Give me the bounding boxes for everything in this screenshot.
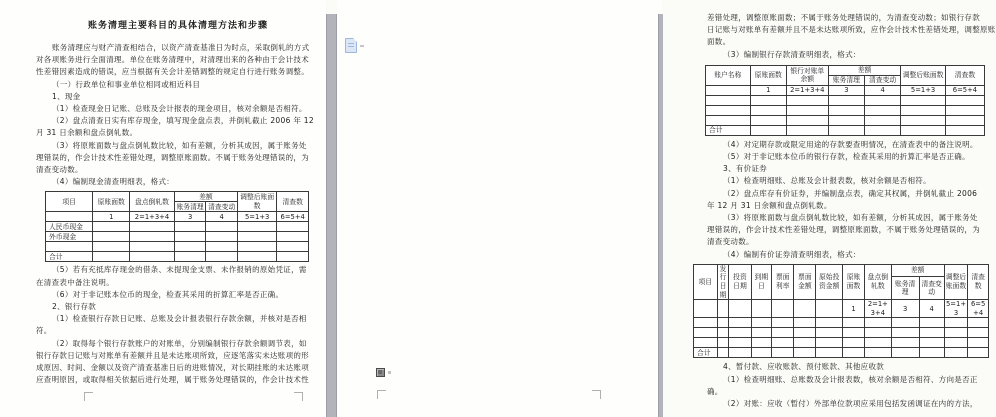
- table-cell: [729, 328, 751, 338]
- table-cell: [706, 95, 751, 105]
- table-header-cell: 差额: [828, 65, 901, 75]
- text-line: 面数。: [707, 37, 731, 47]
- table-cell: 合计: [706, 125, 751, 135]
- table-cell: [968, 348, 989, 358]
- table-cell: 6=5+4: [968, 300, 989, 318]
- table-header-cell: 调整后账面数: [901, 65, 946, 85]
- securities-clearing-table: [693, 264, 989, 359]
- text-line: 成原因、时间、金额以及资产清查基准日后的进账情况，对长期挂账的未达账项: [36, 363, 309, 373]
- table-cell: [174, 252, 206, 262]
- table-header-cell: 原账面数: [750, 65, 786, 85]
- table-cell: [865, 95, 901, 105]
- text-line: （1）检查现金日记账、总账及会计报表的现金项目，核对余额是否相符。: [52, 104, 307, 114]
- paragraph-block: [36, 42, 320, 188]
- table-cell: [130, 252, 175, 262]
- table-cell: [93, 252, 130, 262]
- cash-clearing-table: [45, 191, 309, 262]
- text-line: 2、银行存款: [52, 302, 97, 312]
- table-cell: [772, 328, 794, 338]
- table-cell: [891, 318, 919, 328]
- table-cell: [828, 105, 864, 115]
- text-line: （4）编制现金清查明细表，格式：: [52, 177, 175, 187]
- table-cell: [891, 348, 919, 358]
- table-cell: [865, 338, 892, 348]
- text-line: 理错误的，作会计技术性差错处理，调整原账面数，不属于账务处理错误的，为: [707, 225, 980, 235]
- table-cell: [794, 300, 816, 318]
- table-cell: [237, 232, 276, 242]
- table-cell: [944, 328, 968, 338]
- document-page-right: [337, 0, 996, 417]
- table-cell: [816, 318, 843, 328]
- table-cell: [842, 338, 864, 348]
- table-row: [706, 115, 985, 125]
- table-cell: [93, 222, 130, 232]
- table-cell: [751, 348, 772, 358]
- table-header-cell: 账务清理: [174, 202, 206, 212]
- cash-clearing-table: [45, 191, 309, 262]
- text-line: 对各项账务进行全面清理。单位在账务清理中，对清理出来的各种由于会计技术: [36, 55, 309, 65]
- table-cell: [237, 242, 276, 252]
- table-cell: [865, 328, 892, 338]
- table-row: [706, 105, 985, 115]
- table-header-cell: 清查数: [968, 264, 989, 299]
- table-cell: [816, 328, 843, 338]
- text-line: 年 12 月 31 日余额和盘点倒轧数。: [707, 200, 832, 210]
- table-header-cell: 项目: [694, 264, 718, 299]
- table-header-cell: 项目: [46, 192, 93, 212]
- text-line: （一）行政单位和事业单位相同或相近科目: [52, 79, 201, 89]
- table-row: [46, 232, 309, 242]
- table-cell: [277, 232, 309, 242]
- table-cell: 4: [919, 300, 944, 318]
- table-cell: [772, 348, 794, 358]
- table-cell: [277, 252, 309, 262]
- text-line: 月 31 日余额和盘点倒轧数。: [36, 128, 138, 138]
- table-header-cell: 原账面数: [842, 264, 864, 299]
- table-header-row: [706, 65, 985, 75]
- table-cell: [717, 300, 729, 318]
- text-line: 符。: [36, 326, 52, 336]
- table-cell: [816, 348, 843, 358]
- table-cell: 2=1+3+4: [130, 212, 175, 222]
- table-cell: [694, 300, 718, 318]
- table-cell: [794, 328, 816, 338]
- paragraph-block: [707, 361, 987, 410]
- blue-document-icon[interactable]: [345, 38, 357, 53]
- table-header-cell: 调整后账面数: [237, 192, 276, 212]
- text-line: （3）编制银行存款清查明细表，格式：: [723, 49, 861, 59]
- text-line: （2）盘点库存有价证券，并编制盘点表，确定其权属，并倒轧截止 2006: [723, 188, 978, 198]
- table-cell: [206, 252, 238, 262]
- text-line: （1）检查明细账、总账数及会计报表数，核对余额是否相符、方向是否正: [723, 374, 978, 384]
- table-cell: [865, 105, 901, 115]
- table-cell: 2=1+3+4: [786, 85, 828, 95]
- table-cell: [174, 242, 206, 252]
- table-cell: [206, 242, 238, 252]
- table-cell: [919, 328, 944, 338]
- table-cell: [794, 348, 816, 358]
- left-page-text-area: [36, 20, 320, 386]
- margin-crop-mark: [294, 392, 303, 401]
- table-row: [46, 252, 309, 262]
- text-line: （5）对于非记账本位币的银行存款，检查其采用的折算汇率是否正确。: [723, 152, 970, 162]
- table-cell: [772, 300, 794, 318]
- table-row: [694, 328, 989, 338]
- table-cell: [277, 242, 309, 252]
- table-cell: [717, 328, 729, 338]
- table-cell: [945, 95, 984, 105]
- table-header-cell: 调整后账面数: [944, 264, 968, 299]
- table-cell: [706, 115, 751, 125]
- table-row: [694, 338, 989, 348]
- table-header-row: [46, 192, 309, 202]
- text-line: 4、暂付款、应收账款、预付账款、其他应收款: [723, 362, 885, 372]
- table-cell: 5=1+3: [237, 212, 276, 222]
- table-cell: 5=1+3: [945, 300, 967, 317]
- table-cell: [944, 348, 968, 358]
- table-cell: [750, 115, 786, 125]
- table-row: [694, 348, 989, 358]
- margin-crop-mark: [377, 390, 386, 399]
- table-cell: [945, 115, 984, 125]
- table-cell: [828, 125, 864, 135]
- table-row: [706, 125, 985, 135]
- table-cell: [865, 125, 901, 135]
- table-cell: [750, 125, 786, 135]
- text-line: 3、有价证券: [723, 164, 768, 174]
- text-line: （2）盘点清查日实有库存现金，填写现金盘点表，并倒轧截止 2006 年 12: [52, 116, 314, 126]
- table-row: [706, 85, 985, 95]
- table-cell: [237, 222, 276, 232]
- table-cell: 3: [828, 85, 864, 95]
- table-header-cell: 原账面数: [93, 192, 130, 212]
- table-header-cell: 账户名称: [706, 65, 751, 85]
- table-cell: [729, 338, 751, 348]
- document-page-left: [0, 0, 326, 417]
- table-cell: 1: [93, 212, 130, 222]
- object-anchor-dot-icon: [388, 371, 391, 374]
- table-cell: [751, 328, 772, 338]
- table-cell: [694, 328, 718, 338]
- table-cell: [750, 105, 786, 115]
- table-cell: [93, 242, 130, 252]
- table-cell: [694, 318, 718, 328]
- table-cell: [842, 328, 864, 338]
- table-cell: [717, 318, 729, 328]
- table-cell: [174, 232, 206, 242]
- table-cell: [901, 105, 946, 115]
- document-title: 账务清理主要科目的具体清理方法和步骤: [87, 21, 268, 31]
- text-line: 应查明原因，或取得相关依据后进行处理，属于账务处理错误的，作会计技术性: [36, 375, 309, 385]
- text-line: （3）将原账面数与盘点倒轧数比较，如有差额，分析其成因，属于账务处: [723, 213, 978, 223]
- table-header-cell: 发行日期: [717, 264, 729, 299]
- text-line: （5）若有充抵库存现金的借条、未提现金支票、未作报销的原始凭证，需: [52, 265, 307, 275]
- table-cell: [277, 222, 309, 232]
- table-header-cell: 清查数: [277, 192, 309, 212]
- table-cell: [237, 252, 276, 262]
- margin-crop-mark: [84, 392, 93, 401]
- table-cell: [717, 348, 729, 358]
- table-cell: 3: [174, 212, 206, 222]
- table-header-cell: 清查变动: [865, 75, 901, 85]
- page-gap-divider: [326, 14, 337, 417]
- right-page-text-area: [697, 12, 996, 410]
- table-cell: [794, 318, 816, 328]
- table-cell: [706, 85, 751, 95]
- table-header-cell: 银行对账单余额: [786, 65, 828, 85]
- caret-mark-icon: [360, 45, 364, 47]
- table-cell: [786, 125, 828, 135]
- paragraph-block: [36, 264, 320, 386]
- table-cell: [865, 348, 892, 358]
- table-header-cell: 盘点倒轧数: [865, 264, 892, 299]
- table-cell: [206, 232, 238, 242]
- text-line: （6）对于非记账本位币的现金，检查其采用的折算汇率是否正确。: [52, 289, 284, 299]
- text-line: 1、现金: [52, 91, 81, 101]
- table-cell: [919, 348, 944, 358]
- text-line: 银行存款日记账与对账单有差额并且是未达账项所致，应逐笔落实未达账项的形: [36, 350, 309, 360]
- table-cell: [891, 328, 919, 338]
- table-header-cell: 差额: [891, 264, 944, 277]
- table-cell: [842, 348, 864, 358]
- table-cell: [694, 338, 718, 348]
- table-cell: [842, 318, 864, 328]
- table-cell: [93, 232, 130, 242]
- table-header-cell: 票面利率: [772, 264, 794, 299]
- table-cell: [772, 318, 794, 328]
- table-cell: [968, 328, 989, 338]
- table-cell: [945, 125, 984, 135]
- table-cell: [130, 232, 175, 242]
- table-cell: 4: [865, 85, 901, 95]
- table-cell: [729, 348, 751, 358]
- table-cell: [865, 115, 901, 125]
- table-cell: [786, 105, 828, 115]
- table-cell: [919, 338, 944, 348]
- table-cell: 6=5+4: [945, 85, 984, 95]
- table-header-cell: 到期日: [751, 264, 772, 299]
- table-row: [46, 222, 309, 232]
- table-cell: [729, 300, 751, 318]
- object-anchor-icon: [376, 368, 385, 377]
- table-header-cell: 账务清理: [828, 75, 864, 85]
- table-cell: [944, 318, 968, 328]
- table-cell: 1: [842, 300, 864, 318]
- table-cell: 2=1+3+4: [865, 300, 892, 318]
- table-cell: [751, 338, 772, 348]
- table-header-cell: 差额: [174, 192, 237, 202]
- bank-deposit-clearing-table: [705, 65, 985, 136]
- text-line: 清查变动数。: [707, 237, 754, 247]
- table-cell: [828, 115, 864, 125]
- text-line: 理错误的，作会计技术性差错处理，调整原账面数。不属于账务处理错误的，为: [36, 152, 309, 162]
- paragraph-block: [707, 12, 996, 61]
- table-cell: [945, 105, 984, 115]
- table-cell: 5=1+3: [901, 85, 946, 95]
- table-cell: [130, 242, 175, 252]
- table-cell: [206, 222, 238, 232]
- table-cell: 人民币现金: [46, 222, 93, 232]
- table-row: [706, 95, 985, 105]
- table-cell: [751, 300, 772, 318]
- table-cell: [786, 95, 828, 105]
- table-header-cell: 清查变动: [919, 277, 944, 300]
- text-line: （4）编制有价证券清查明细表，格式：: [723, 249, 861, 259]
- table-cell: 4: [206, 212, 238, 222]
- table-cell: [717, 338, 729, 348]
- table-cell: [901, 125, 946, 135]
- text-line: （2）取得每个银行存款账户的对账单，分别编制银行存款余额调节表，如: [52, 338, 307, 348]
- table-cell: [130, 222, 175, 232]
- margin-crop-mark: [592, 390, 601, 399]
- table-cell: [968, 318, 989, 328]
- table-header-cell: 原始投资金额: [816, 264, 843, 299]
- table-cell: [786, 115, 828, 125]
- table-header-cell: 盘点倒轧数: [130, 192, 175, 212]
- text-line: 账务清理应与财产清查相结合，以资产清查基准日为时点，采取倒轧的方式: [52, 43, 310, 52]
- table-cell: [751, 318, 772, 328]
- table-header-cell: 账务清理: [891, 277, 919, 300]
- text-line: （2）对账：应收（暂付）外部单位款项应采用包括发函调证在内的方法，: [723, 399, 978, 409]
- table-cell: [706, 105, 751, 115]
- table-cell: 合计: [46, 252, 93, 262]
- text-line: （3）将原账面数与盘点倒轧数比较，如有差额，分析其成因，属于账务处: [52, 140, 307, 150]
- text-line: （1）检查银行存款日记账、总账及会计报表银行存款余额，并核对是否相: [52, 314, 307, 324]
- text-line: 日记账与对账单有差额并且不是未达账项所致，应作会计技术性差错处理，调整原账: [707, 25, 996, 35]
- table-row: [46, 212, 309, 222]
- table-header-cell: 票面金额: [794, 264, 816, 299]
- table-cell: [772, 338, 794, 348]
- table-cell: 3: [891, 300, 919, 318]
- table-cell: [46, 242, 93, 252]
- table-cell: [729, 318, 751, 328]
- table-cell: [919, 318, 944, 328]
- table-cell: [901, 115, 946, 125]
- table-cell: [901, 95, 946, 105]
- table-row: [46, 242, 309, 252]
- text-line: 清查变动数。: [36, 165, 83, 175]
- paragraph-block: [707, 139, 987, 261]
- text-line: 差错处理，调整原账面数；不属于账务处理错误的，为清查变动数；如银行存款: [707, 13, 980, 22]
- table-cell: [968, 338, 989, 348]
- table-cell: [816, 300, 843, 318]
- page-edge-shadow: [658, 14, 663, 417]
- bank-deposit-clearing-table: [705, 65, 985, 136]
- table-cell: [891, 338, 919, 348]
- table-cell: [750, 95, 786, 105]
- table-cell: [816, 338, 843, 348]
- table-header-cell: 投资日期: [729, 264, 751, 299]
- table-cell: [174, 222, 206, 232]
- table-row: [694, 318, 989, 328]
- table-cell: 合计: [694, 348, 718, 358]
- table-cell: 1: [750, 85, 786, 95]
- table-header-cell: 清查数: [945, 65, 984, 85]
- text-line: （1）检查明细账、总账及会计报表数，核对余额是否相符。: [723, 176, 931, 186]
- table-cell: [828, 95, 864, 105]
- table-cell: [794, 338, 816, 348]
- text-line: 在清查表中备注说明。: [36, 277, 114, 287]
- table-header-row: [694, 264, 989, 277]
- table-cell: [944, 338, 968, 348]
- table-cell: 6=5+4: [277, 212, 309, 222]
- text-line: （4）对定期存款或限定用途的存款要查明情况，在清查表中的备注说明。: [723, 139, 978, 149]
- table-header-cell: 清查变动: [206, 202, 238, 212]
- text-line: 性差错因素造成的错误，应当根据有关会计差错调整的规定自行进行账务调整。: [36, 67, 309, 77]
- table-cell: 外币现金: [46, 232, 93, 242]
- table-cell: [46, 212, 93, 222]
- securities-clearing-table: [693, 264, 989, 359]
- text-line: 确。: [707, 386, 723, 396]
- table-cell: [865, 318, 892, 328]
- table-row: [694, 300, 989, 318]
